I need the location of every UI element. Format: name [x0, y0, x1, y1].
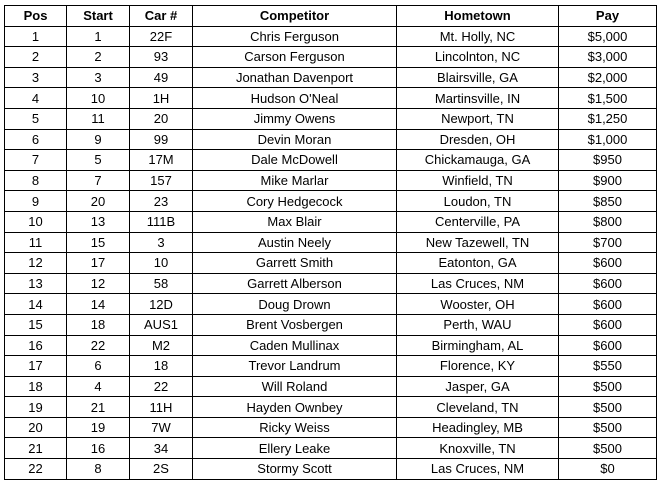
car-number-cell: 93	[130, 47, 193, 68]
pay-cell: $5,000	[559, 26, 657, 47]
car-number-cell: 11H	[130, 397, 193, 418]
competitor-cell: Trevor Landrum	[193, 356, 397, 377]
pos-cell: 11	[5, 232, 67, 253]
table-row	[5, 314, 657, 335]
hometown-cell: Knoxville, TN	[397, 438, 559, 459]
table-row	[5, 438, 657, 459]
pay-cell: $600	[559, 294, 657, 315]
results-table-container	[4, 5, 657, 480]
hometown-cell: Chickamauga, GA	[397, 150, 559, 171]
pay-cell: $800	[559, 211, 657, 232]
car-number-cell: 20	[130, 108, 193, 129]
hometown-cell: Winfield, TN	[397, 170, 559, 191]
competitor-cell: Hudson O'Neal	[193, 88, 397, 109]
competitor-cell: Chris Ferguson	[193, 26, 397, 47]
hometown-cell: Loudon, TN	[397, 191, 559, 212]
table-row	[5, 253, 657, 274]
pay-cell: $1,500	[559, 88, 657, 109]
hometown-cell: Las Cruces, NM	[397, 459, 559, 480]
table-row	[5, 232, 657, 253]
pay-cell: $900	[559, 170, 657, 191]
hometown-cell: Martinsville, IN	[397, 88, 559, 109]
competitor-cell: Caden Mullinax	[193, 335, 397, 356]
pay-cell: $600	[559, 314, 657, 335]
pay-cell: $600	[559, 253, 657, 274]
pay-cell: $850	[559, 191, 657, 212]
pos-cell: 10	[5, 211, 67, 232]
pay-cell: $500	[559, 438, 657, 459]
car-number-cell: 34	[130, 438, 193, 459]
table-row	[5, 417, 657, 438]
hometown-cell: Blairsville, GA	[397, 67, 559, 88]
table-row	[5, 376, 657, 397]
start-cell: 20	[67, 191, 130, 212]
table-row	[5, 273, 657, 294]
competitor-cell: Jonathan Davenport	[193, 67, 397, 88]
pay-cell: $500	[559, 417, 657, 438]
table-row	[5, 356, 657, 377]
start-cell: 11	[67, 108, 130, 129]
competitor-cell: Carson Ferguson	[193, 47, 397, 68]
pos-cell: 21	[5, 438, 67, 459]
table-body	[5, 26, 657, 479]
pos-cell: 20	[5, 417, 67, 438]
pay-cell: $700	[559, 232, 657, 253]
pos-cell: 3	[5, 67, 67, 88]
pos-cell: 15	[5, 314, 67, 335]
start-cell: 13	[67, 211, 130, 232]
table-row	[5, 397, 657, 418]
pay-cell: $600	[559, 273, 657, 294]
car-number-cell: 2S	[130, 459, 193, 480]
pos-cell: 19	[5, 397, 67, 418]
hometown-cell: Florence, KY	[397, 356, 559, 377]
hometown-cell: Centerville, PA	[397, 211, 559, 232]
pos-cell: 6	[5, 129, 67, 150]
hometown-cell: Perth, WAU	[397, 314, 559, 335]
pay-cell: $600	[559, 335, 657, 356]
car-number-cell: 99	[130, 129, 193, 150]
pay-cell: $3,000	[559, 47, 657, 68]
competitor-cell: Doug Drown	[193, 294, 397, 315]
start-cell: 5	[67, 150, 130, 171]
start-cell: 14	[67, 294, 130, 315]
start-cell: 6	[67, 356, 130, 377]
car-number-cell: 157	[130, 170, 193, 191]
table-row	[5, 88, 657, 109]
pos-cell: 4	[5, 88, 67, 109]
competitor-cell: Garrett Alberson	[193, 273, 397, 294]
start-cell: 17	[67, 253, 130, 274]
hometown-cell: Jasper, GA	[397, 376, 559, 397]
header-start: Start	[67, 6, 130, 27]
pos-cell: 17	[5, 356, 67, 377]
car-number-cell: 18	[130, 356, 193, 377]
hometown-cell: Wooster, OH	[397, 294, 559, 315]
car-number-cell: 23	[130, 191, 193, 212]
header-competitor: Competitor	[193, 6, 397, 27]
competitor-cell: Mike Marlar	[193, 170, 397, 191]
competitor-cell: Ellery Leake	[193, 438, 397, 459]
table-row	[5, 108, 657, 129]
table-row	[5, 150, 657, 171]
competitor-cell: Max Blair	[193, 211, 397, 232]
competitor-cell: Jimmy Owens	[193, 108, 397, 129]
hometown-cell: Las Cruces, NM	[397, 273, 559, 294]
table-row	[5, 129, 657, 150]
hometown-cell: Cleveland, TN	[397, 397, 559, 418]
start-cell: 21	[67, 397, 130, 418]
table-row	[5, 459, 657, 480]
hometown-cell: Lincolnton, NC	[397, 47, 559, 68]
start-cell: 2	[67, 47, 130, 68]
pay-cell: $550	[559, 356, 657, 377]
table-row	[5, 26, 657, 47]
pay-cell: $950	[559, 150, 657, 171]
car-number-cell: 22	[130, 376, 193, 397]
start-cell: 22	[67, 335, 130, 356]
table-row	[5, 211, 657, 232]
pos-cell: 9	[5, 191, 67, 212]
hometown-cell: Dresden, OH	[397, 129, 559, 150]
car-number-cell: 12D	[130, 294, 193, 315]
header-hometown: Hometown	[397, 6, 559, 27]
start-cell: 19	[67, 417, 130, 438]
competitor-cell: Stormy Scott	[193, 459, 397, 480]
pos-cell: 5	[5, 108, 67, 129]
competitor-cell: Dale McDowell	[193, 150, 397, 171]
car-number-cell: 1H	[130, 88, 193, 109]
car-number-cell: AUS1	[130, 314, 193, 335]
start-cell: 7	[67, 170, 130, 191]
competitor-cell: Hayden Ownbey	[193, 397, 397, 418]
competitor-cell: Garrett Smith	[193, 253, 397, 274]
table-row	[5, 170, 657, 191]
pos-cell: 18	[5, 376, 67, 397]
car-number-cell: 7W	[130, 417, 193, 438]
competitor-cell: Devin Moran	[193, 129, 397, 150]
table-header	[5, 6, 657, 27]
pos-cell: 8	[5, 170, 67, 191]
header-pos: Pos	[5, 6, 67, 27]
start-cell: 12	[67, 273, 130, 294]
pos-cell: 16	[5, 335, 67, 356]
start-cell: 3	[67, 67, 130, 88]
pos-cell: 7	[5, 150, 67, 171]
hometown-cell: Eatonton, GA	[397, 253, 559, 274]
car-number-cell: 111B	[130, 211, 193, 232]
start-cell: 8	[67, 459, 130, 480]
pay-cell: $500	[559, 376, 657, 397]
start-cell: 4	[67, 376, 130, 397]
competitor-cell: Cory Hedgecock	[193, 191, 397, 212]
pos-cell: 22	[5, 459, 67, 480]
pay-cell: $0	[559, 459, 657, 480]
table-row	[5, 47, 657, 68]
pay-cell: $1,250	[559, 108, 657, 129]
table-row	[5, 191, 657, 212]
pos-cell: 13	[5, 273, 67, 294]
hometown-cell: New Tazewell, TN	[397, 232, 559, 253]
start-cell: 1	[67, 26, 130, 47]
car-number-cell: 17M	[130, 150, 193, 171]
competitor-cell: Will Roland	[193, 376, 397, 397]
table-row	[5, 335, 657, 356]
header-row	[5, 6, 657, 27]
start-cell: 9	[67, 129, 130, 150]
pos-cell: 2	[5, 47, 67, 68]
car-number-cell: 10	[130, 253, 193, 274]
start-cell: 18	[67, 314, 130, 335]
start-cell: 16	[67, 438, 130, 459]
hometown-cell: Mt. Holly, NC	[397, 26, 559, 47]
car-number-cell: 22F	[130, 26, 193, 47]
table-row	[5, 294, 657, 315]
start-cell: 10	[67, 88, 130, 109]
car-number-cell: 3	[130, 232, 193, 253]
car-number-cell: 58	[130, 273, 193, 294]
competitor-cell: Brent Vosbergen	[193, 314, 397, 335]
car-number-cell: 49	[130, 67, 193, 88]
pay-cell: $500	[559, 397, 657, 418]
car-number-cell: M2	[130, 335, 193, 356]
hometown-cell: Headingley, MB	[397, 417, 559, 438]
pos-cell: 14	[5, 294, 67, 315]
header-pay: Pay	[559, 6, 657, 27]
competitor-cell: Ricky Weiss	[193, 417, 397, 438]
pos-cell: 12	[5, 253, 67, 274]
competitor-cell: Austin Neely	[193, 232, 397, 253]
pay-cell: $1,000	[559, 129, 657, 150]
hometown-cell: Newport, TN	[397, 108, 559, 129]
pos-cell: 1	[5, 26, 67, 47]
hometown-cell: Birmingham, AL	[397, 335, 559, 356]
table-row	[5, 67, 657, 88]
pay-cell: $2,000	[559, 67, 657, 88]
start-cell: 15	[67, 232, 130, 253]
race-results-table	[4, 5, 657, 480]
header-car-number: Car #	[130, 6, 193, 27]
